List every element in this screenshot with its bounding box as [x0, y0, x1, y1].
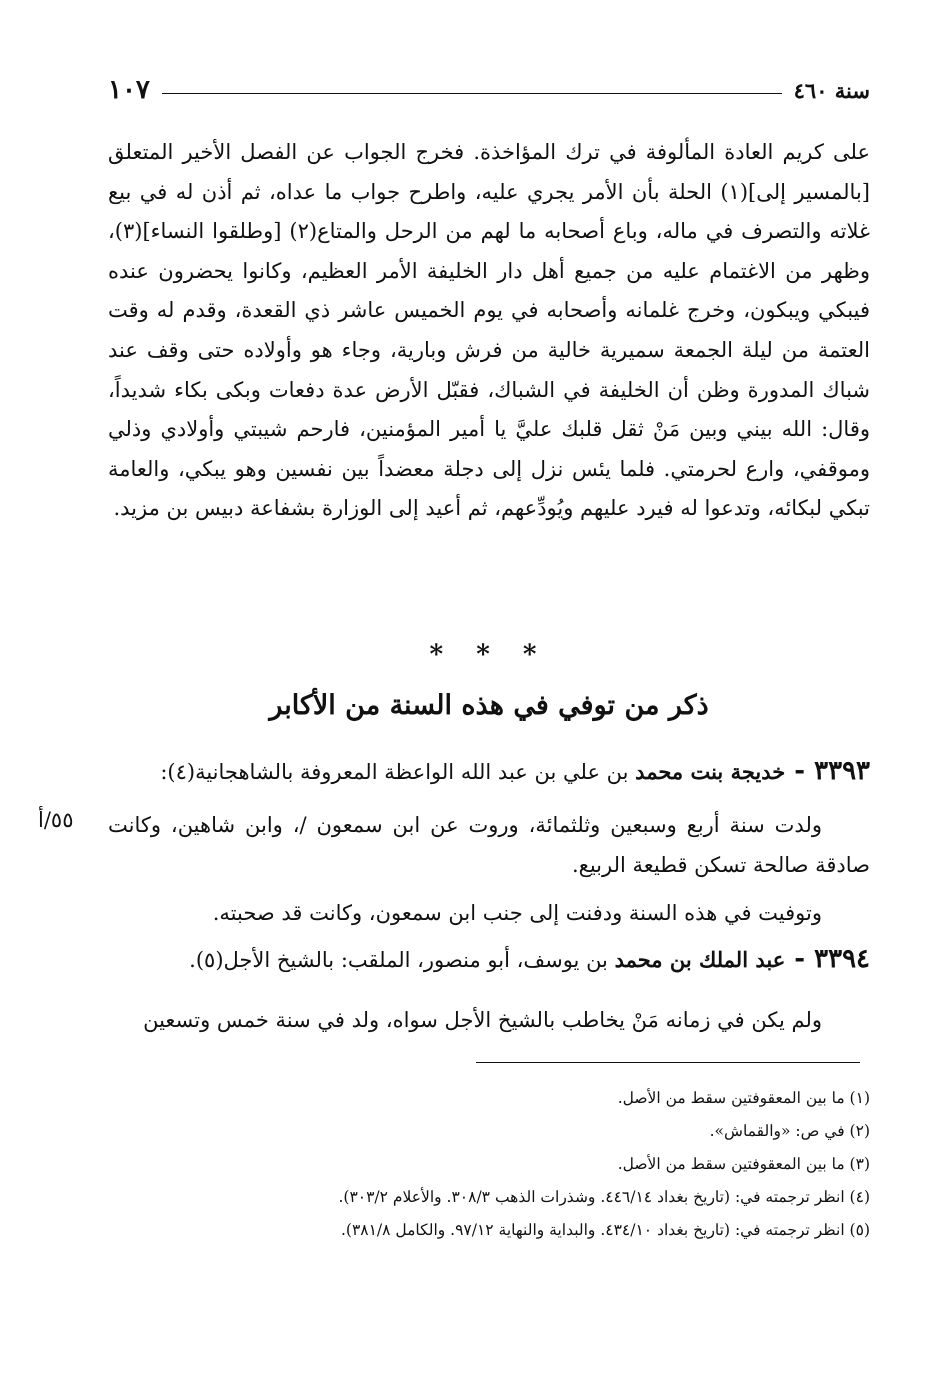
entry-heading-3393 [108, 756, 870, 786]
entry-dash: - [785, 756, 815, 786]
entry-paragraph: ولم يكن في زمانه مَنْ يخاطب بالشيخ الأجل سواه، ولد في سنة خمس وتسعين [143, 1008, 822, 1032]
footnote: (٤) انظر ترجمته في: (تاريخ بغداد ٤٤٦/١٤. وشذرات الذهب ٣٠٨/٣. والأعلام ٣٠٣/٢). [338, 1188, 870, 1206]
entry-number: ٣٣٩٤ [814, 944, 870, 974]
section-separator: * * * [429, 640, 549, 670]
section-heading: ذكر من توفي في هذه السنة من الأكابر [269, 690, 709, 721]
entry-heading-3394 [108, 944, 870, 974]
entry-description: بن يوسف، أبو منصور، الملقب: بالشيخ الأجل(٥). [189, 948, 615, 972]
footnote: (١) ما بين المعقوفتين سقط من الأصل. [617, 1089, 870, 1107]
manuscript-folio-note: ٥٥/أ [38, 808, 74, 832]
running-header [108, 70, 870, 110]
entry-name: عبد الملك بن محمد [614, 947, 786, 972]
footnote: (٣) ما بين المعقوفتين سقط من الأصل. [617, 1155, 870, 1173]
entry-name: خديجة بنت محمد [635, 759, 786, 784]
page-number: ١٠٧ [108, 75, 150, 105]
header-title: سنة ٤٦٠ [793, 77, 870, 103]
entry-dash: - [785, 944, 815, 974]
footnote: (٢) في ص: «والقماش». [709, 1122, 870, 1140]
footnotes-list [108, 1082, 870, 1247]
body-paragraph: على كريم العادة المألوفة في ترك المؤاخذة. فخرج الجواب عن الفصل الأخير المتعلق [بالمسير إلى](١) الحلة بأن الأمر يجري عليه، واطرح جواب ما عداه، ثم أذن له في بيع غلاته والتصرف في ماله، وباع أصحابه ما لهم من الرحل والمتاع(٢) [وطلقوا النساء](٣)، وظهر من الاغتمام عليه من جميع أهل دار الخليفة الأمر العظيم، وكانوا يحضرون عنده فيبكي ويبكون، وخرج غلمانه وأصحابه في يوم الخميس عاشر ذي القعدة، وقدم له وقت العتمة من ليلة الجمعة سميرية خالية من فرش وبارية، وجاء هو وأولاده حتى وقف عند شباك المدورة وظن أن الخليفة في الشباك، فقبّل الأرض عدة دفعات وبكى بكاء شديداً، وقال: الله بيني وبين مَنْ ثقل قلبك عليَّ يا أمير المؤمنين، فارحم شيبتي وأولادي وذلي وموقفي، وارع لحرمتي. فلما يئس نزل إلى دجلة معضداً بين نفسين وهو يبكي، والعامة تبكي لبكائه، وتدعوا له فيرد عليهم ويُودِّعهم، ثم أعيد إلى الوزارة بشفاعة دبيس بن مزيد. [108, 140, 871, 521]
entry-paragraph: ولدت سنة أربع وسبعين وثلثمائة، وروت عن ابن سمعون /، وابن شاهين، وكانت صادقة صالحة تسكن قطيعة الربيع. [108, 813, 870, 877]
entry-description: بن علي بن عبد الله الواعظة المعروفة بالشاهجانية(٤): [160, 760, 636, 784]
footnote: (٥) انظر ترجمته في: (تاريخ بغداد ٤٣٤/١٠. والبداية والنهاية ٩٧/١٢. والكامل ٣٨١/٨). [340, 1221, 870, 1239]
header-rule [162, 93, 782, 94]
footnote-rule [476, 1062, 860, 1063]
entry-number: ٣٣٩٣ [814, 756, 870, 786]
entry-paragraph: وتوفيت في هذه السنة ودفنت إلى جنب ابن سمعون، وكانت قد صحبته. [212, 901, 822, 925]
